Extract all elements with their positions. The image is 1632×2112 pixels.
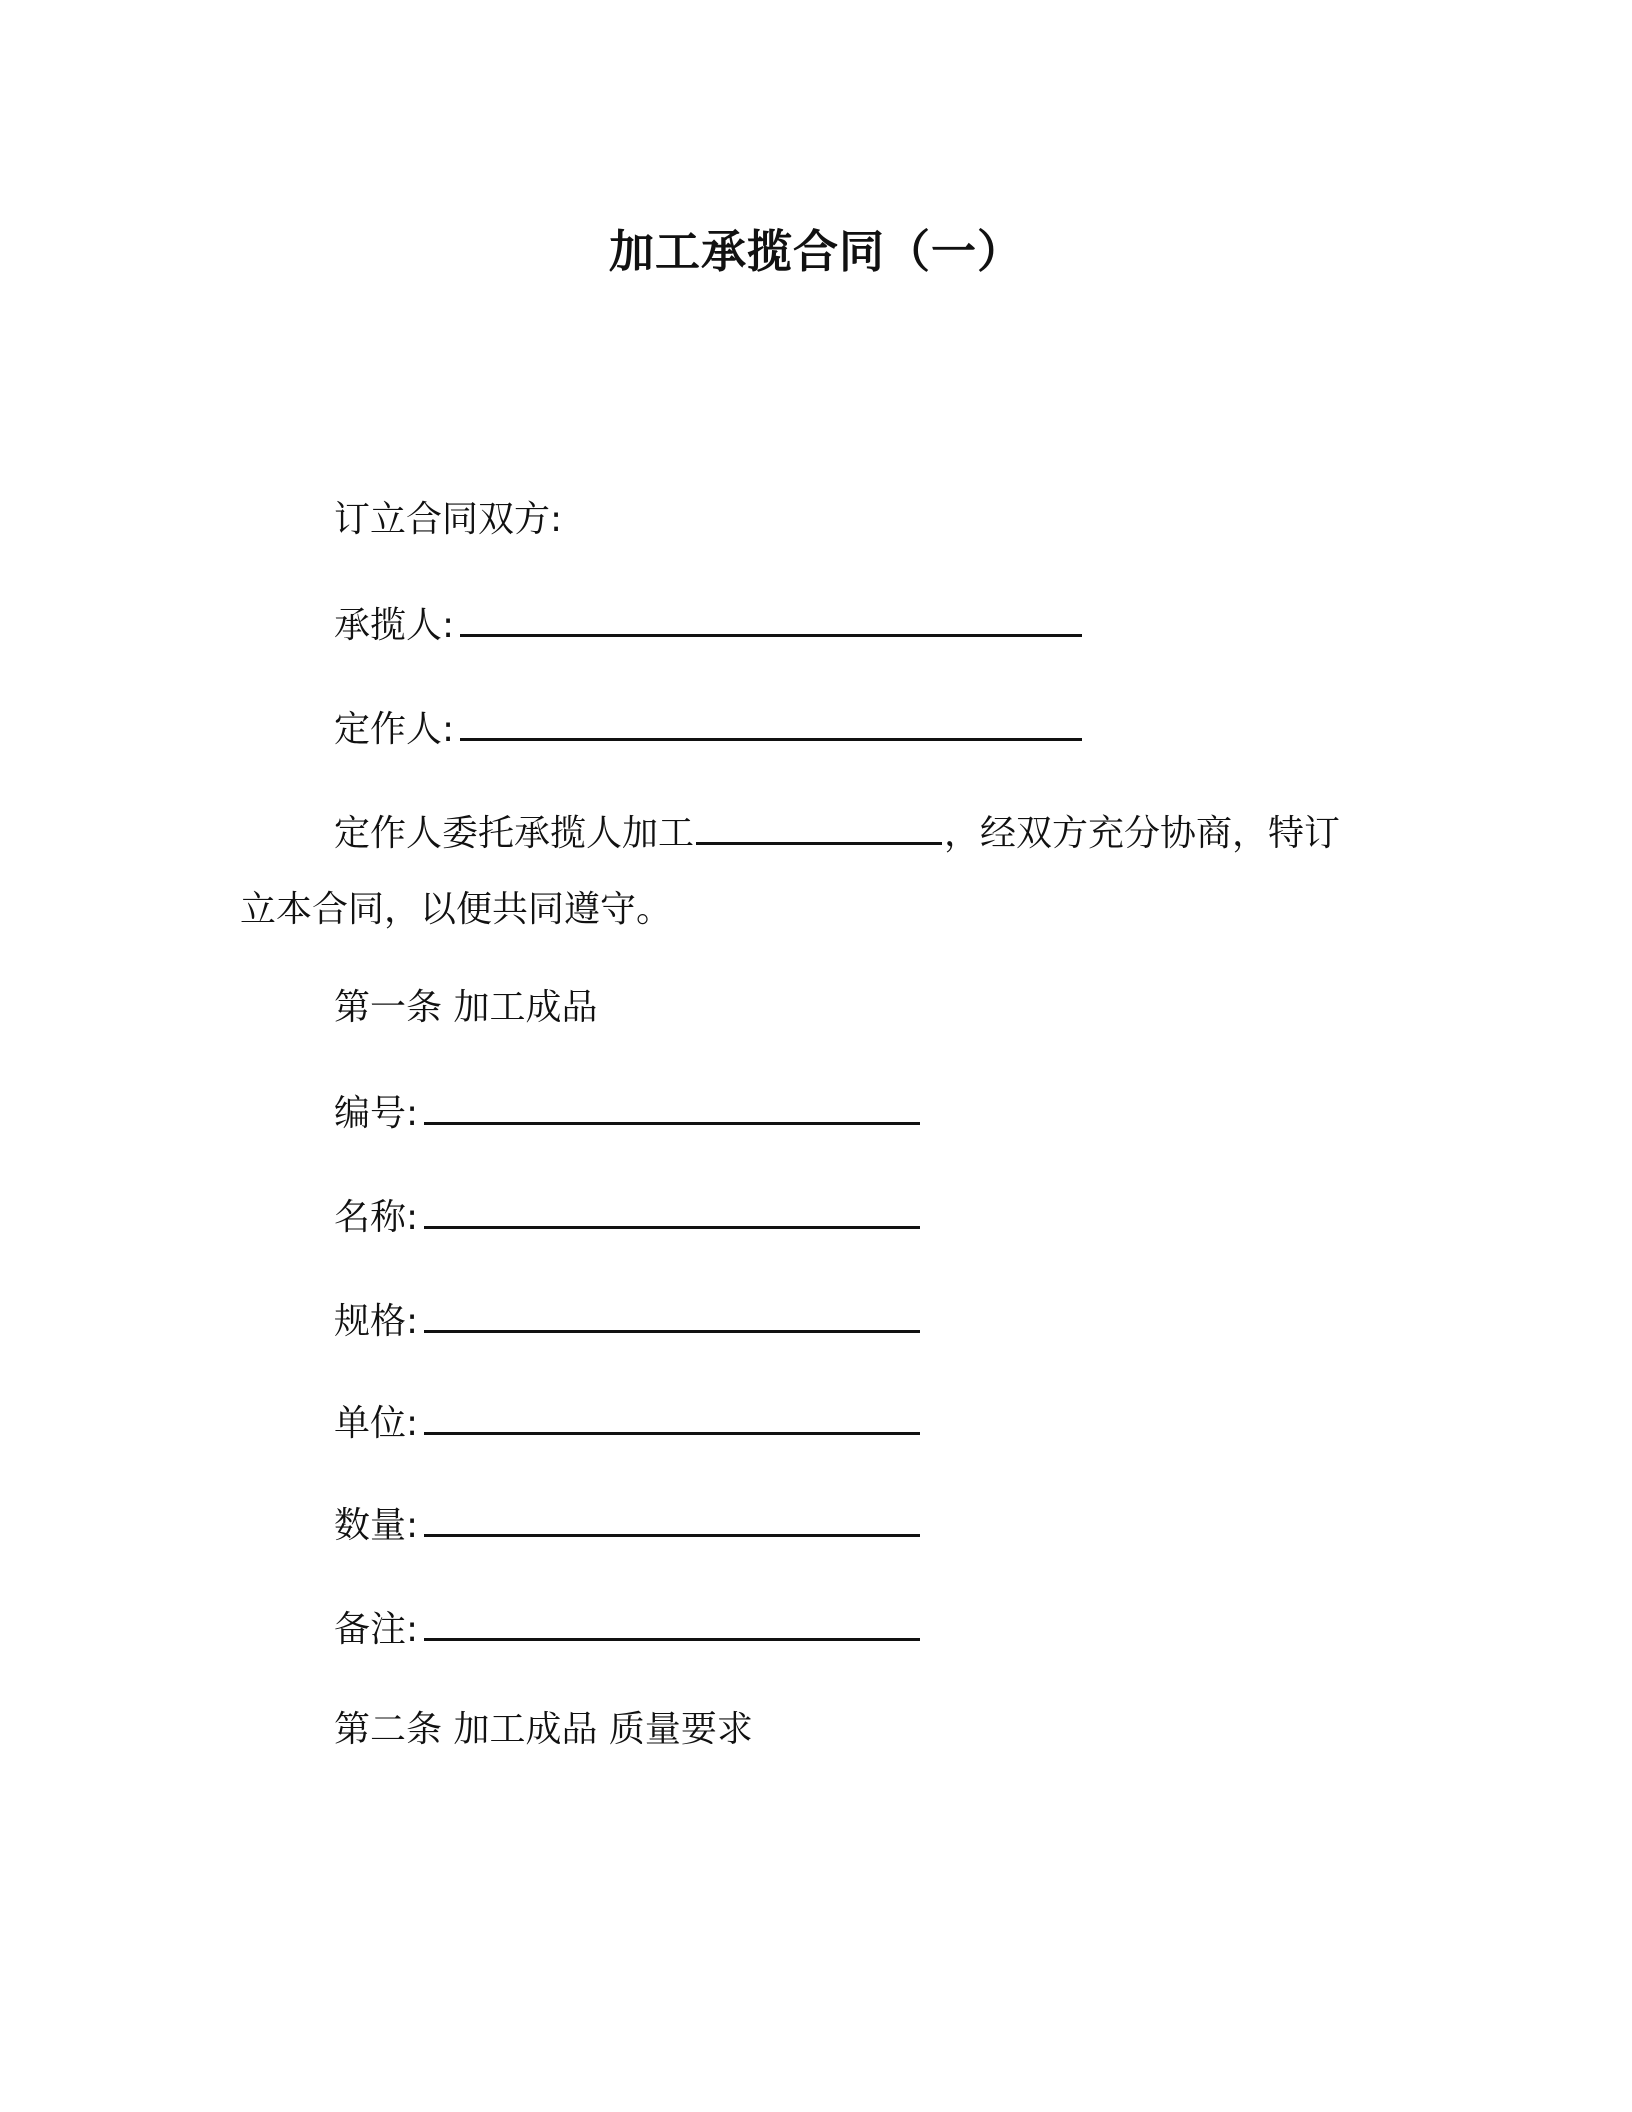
intro-text-after: ，经双方充分协商，特订立本合同，以便共同遵守。 (240, 813, 1341, 930)
orderer-label: 定作人: (334, 709, 455, 750)
orderer-line (334, 704, 1082, 754)
field-unit-blank[interactable] (424, 1398, 920, 1435)
article-2-heading: 第二条 加工成品 质量要求 (334, 1709, 753, 1750)
field-quantity-line (334, 1500, 920, 1550)
field-label: 名称: (334, 1197, 419, 1238)
field-spec-blank[interactable] (424, 1296, 920, 1333)
field-name-line (334, 1192, 920, 1242)
article-1-heading: 第一条 加工成品 (334, 987, 598, 1028)
contractor-line (334, 600, 1082, 650)
field-label: 编号: (334, 1093, 419, 1134)
processed-item-blank[interactable] (696, 808, 942, 845)
field-number-line (334, 1088, 920, 1138)
field-quantity-blank[interactable] (424, 1500, 920, 1537)
field-remarks-line (334, 1604, 920, 1654)
field-label: 数量: (334, 1505, 419, 1546)
contractor-label: 承揽人: (334, 605, 455, 646)
field-name-blank[interactable] (424, 1192, 920, 1229)
field-number-blank[interactable] (424, 1088, 920, 1125)
document-title: 加工承揽合同（一） (608, 225, 1023, 278)
field-label: 规格: (334, 1301, 419, 1342)
field-spec-line (334, 1296, 920, 1346)
field-label: 单位: (334, 1403, 419, 1444)
intro-paragraph (240, 796, 1370, 948)
field-unit-line (334, 1398, 920, 1448)
intro-text-before: 定作人委托承揽人加工 (334, 813, 695, 854)
parties-label: 订立合同双方: (334, 499, 563, 540)
field-label: 备注: (334, 1609, 419, 1650)
orderer-blank[interactable] (460, 704, 1082, 741)
contractor-blank[interactable] (460, 600, 1082, 637)
field-remarks-blank[interactable] (424, 1604, 920, 1641)
